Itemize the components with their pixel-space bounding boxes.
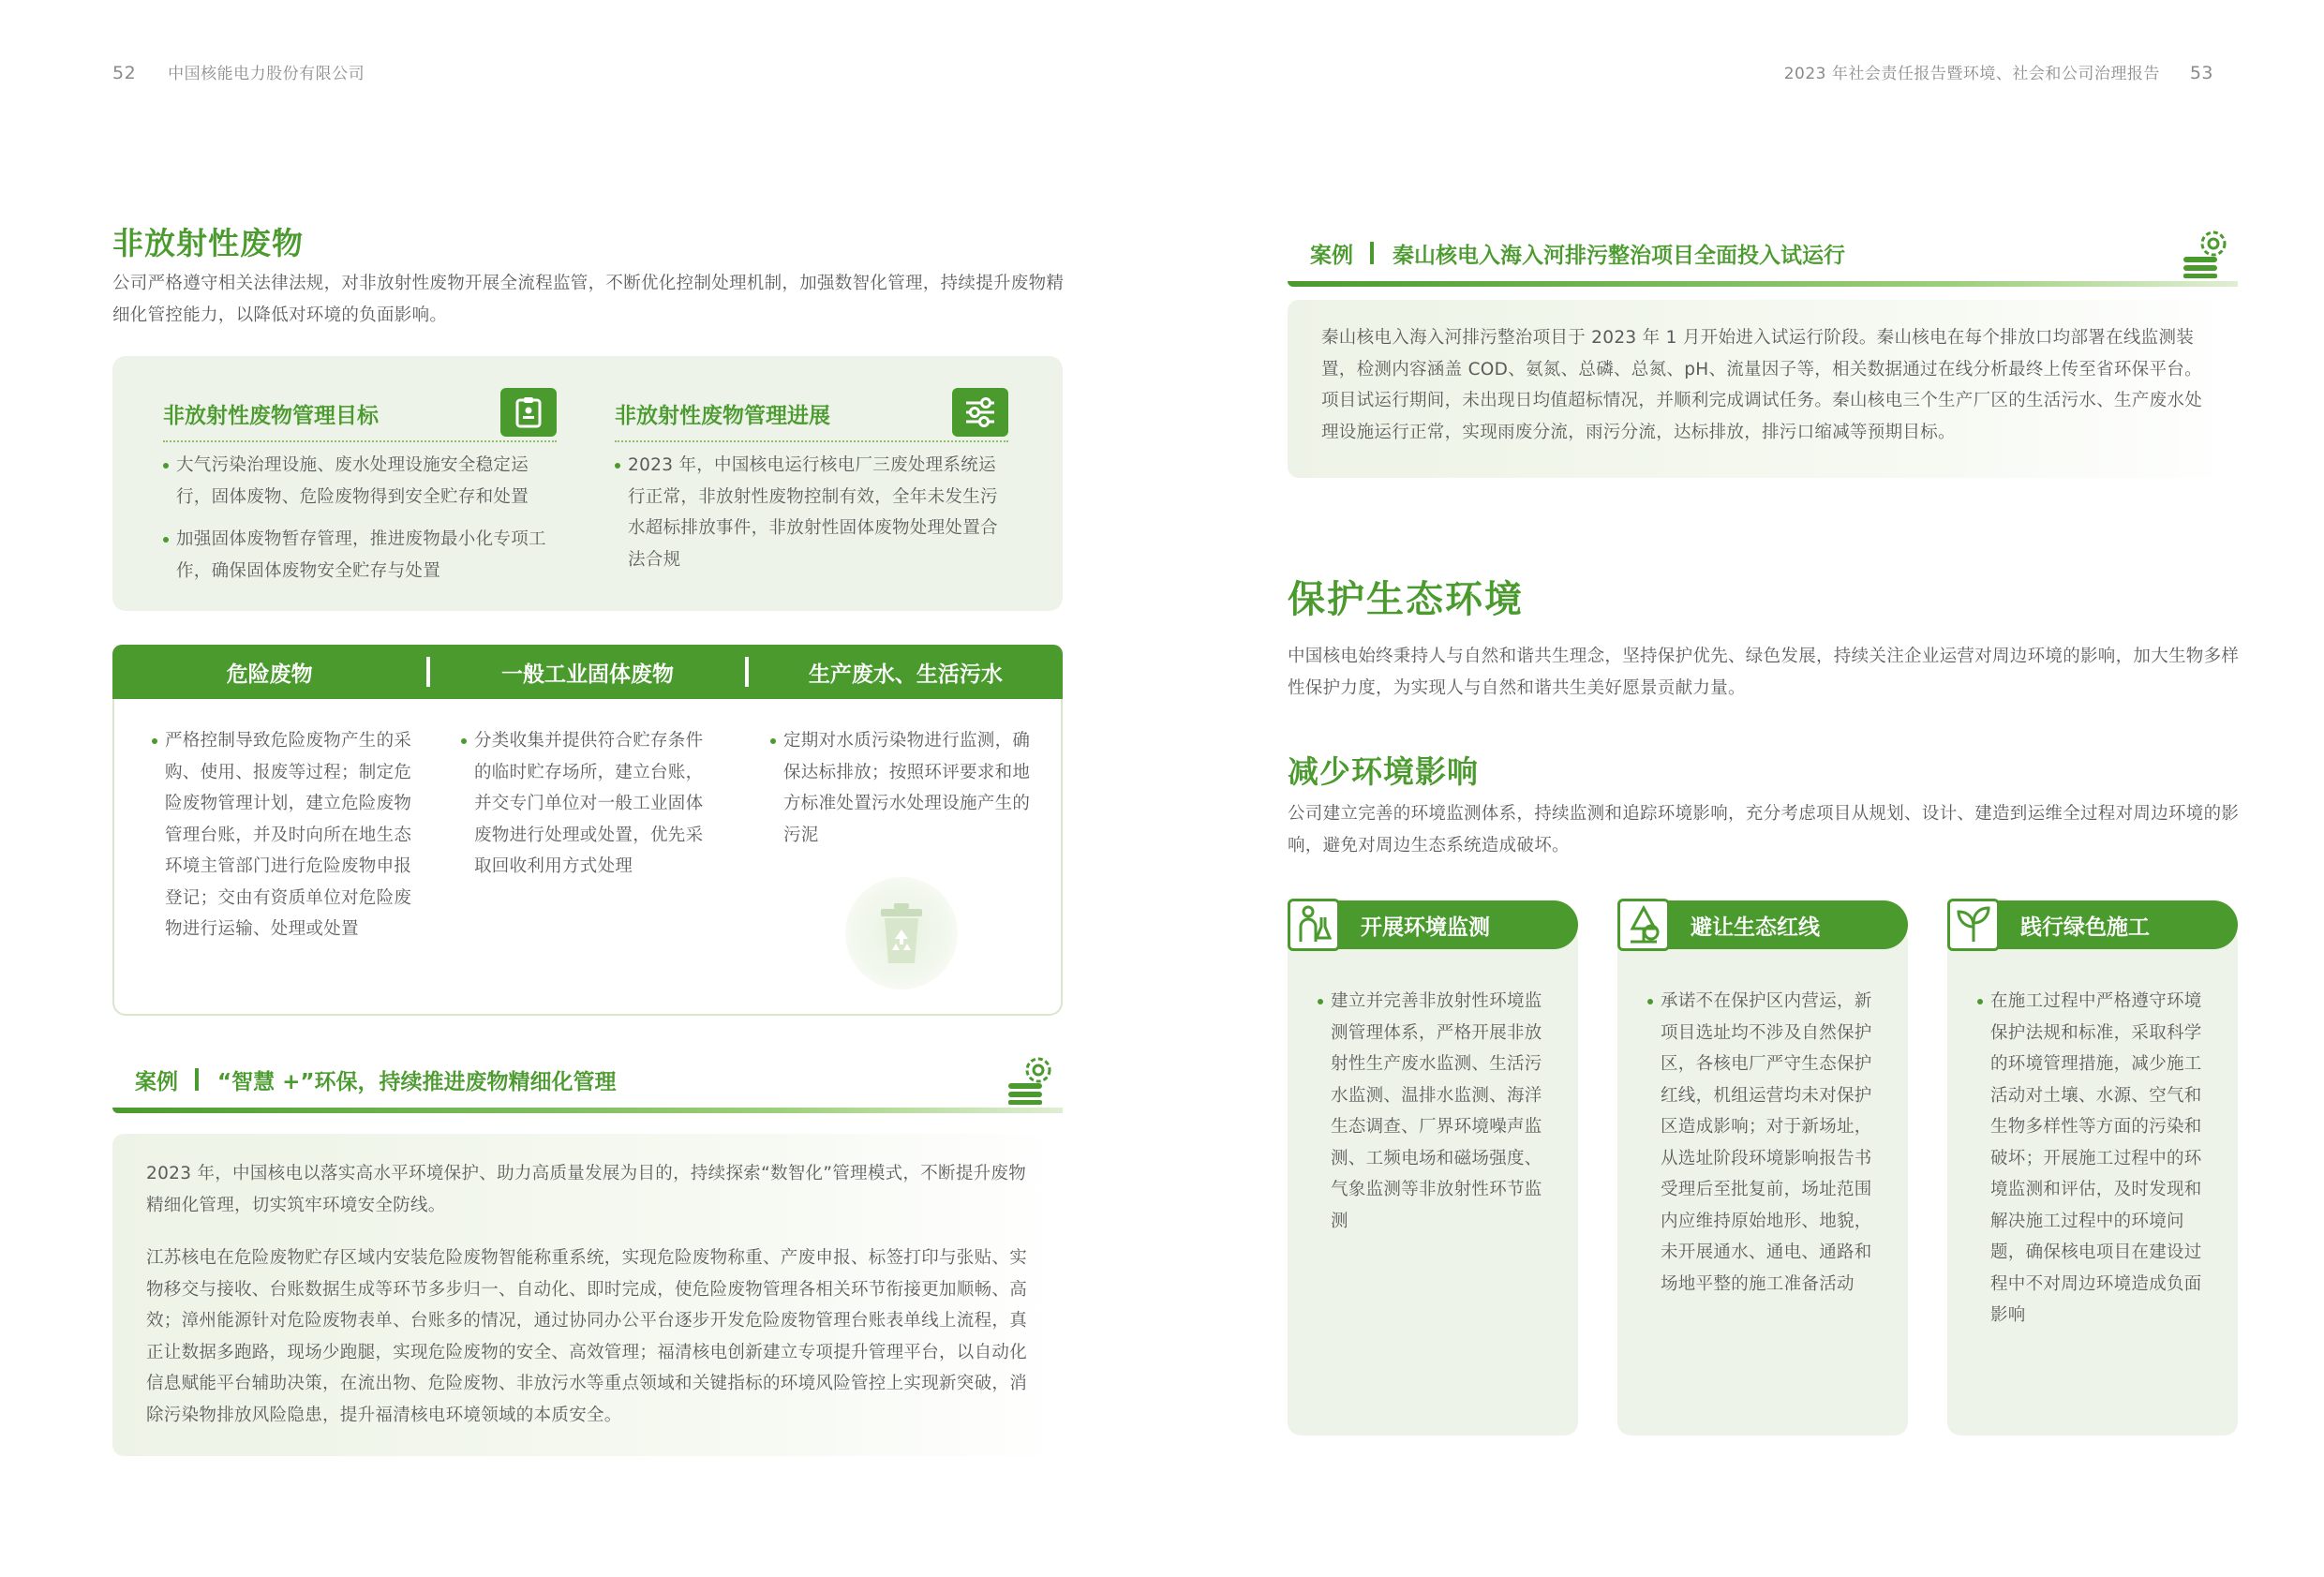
redline-list <box>1647 986 1887 1311</box>
green-construction-list <box>1977 986 2217 1343</box>
progress-divider <box>615 440 1008 442</box>
case2-underline <box>1288 281 2238 287</box>
monitoring-list <box>1318 986 1557 1248</box>
right-header <box>1784 60 2213 83</box>
progress-item-1: 2023 年，中国核电运行核电厂三废处理系统运行正常，非放射性废物控制有效，全年未发生污水超标排放事件，非放射性固体废物处理处置合法合规 <box>615 450 1008 575</box>
right-page-number: 53 <box>2189 63 2213 83</box>
case2-body <box>1288 300 2238 478</box>
case1-tag-separator <box>195 1068 199 1091</box>
sprout-icon <box>1947 899 2000 951</box>
goal-item-1: 大气污染治理设施、废水处理设施安全稳定运行，固体废物、危险废物得到安全贮存和处置 <box>163 450 557 513</box>
category-wastewater: 生产废水、生活污水 <box>808 662 1003 687</box>
sliders-icon <box>952 388 1008 437</box>
case1-para2: 江苏核电在危险废物贮存区域内安装危险废物智能称重系统，实现危险废物称重、产废申报、标签打印与张贴、实物移交与接收、台账数据生成等环节多步归一、自动化、即时完成，使危险废物管理各相关环节衔接更加顺畅、高效；漳州能源针对危险废物表单、台账多的情况，通过协同办公平台逐步开发危险废物管理台账表单线上流程，真正让数据多跑路，现场少跑腿，实现危险废物的安全、高效管理；福清核电创新建立专项提升管理平台，以自动化信息赋能平台辅助决策，在流出物、危险废物、非放污水等重点领域和关键指标的环境风险管控上实现新突破，消除污染物排放风险隐患，提升福清核电环境领域的本质安全。 <box>146 1248 1028 1425</box>
section-title-eco: 保护生态环境 <box>1288 578 1524 621</box>
goal-header <box>163 388 557 439</box>
tree-icon <box>1617 899 1670 951</box>
gear-stack-icon <box>2180 223 2236 283</box>
redline-panel <box>1617 928 1908 1436</box>
progress-list <box>615 450 1008 587</box>
green-construction-panel <box>1947 928 2238 1436</box>
monitoring-text: 建立并完善非放射性环境监测管理体系，严格开展非放射性生产废水监测、生活污水监测、温排水监测、海洋生态调查、厂界环境噪声监测、工频电场和磁场强度、气象监测等非放射性环节监测 <box>1318 986 1557 1237</box>
case1-header <box>112 1055 1063 1113</box>
report-title: 2023 年社会责任报告暨环境、社会和公司治理报告 <box>1783 65 2160 83</box>
reduce-intro: 公司建立完善的环境监测体系，持续监测和追踪环境影响，充分考虑项目从规划、设计、建造到运维全过程对周边环境的影响，避免对周边生态系统造成破坏。 <box>1288 804 2240 855</box>
case2-title: 秦山核电入海入河排污整治项目全面投入试运行 <box>1393 244 1845 268</box>
subsection-title-reduce: 减少环境影响 <box>1288 753 1479 790</box>
case1-body <box>112 1134 1063 1456</box>
waste-category-bar <box>112 645 1063 699</box>
category-hazardous: 危险废物 <box>226 662 313 687</box>
clipboard-icon <box>500 388 557 437</box>
industrial-solid-list <box>461 725 720 894</box>
green-construction-label: 践行绿色施工 <box>1987 900 2238 949</box>
recycle-bin-icon <box>845 877 958 989</box>
wastewater-list <box>770 725 1033 862</box>
scientist-icon <box>1288 899 1340 951</box>
wastewater-text: 定期对水质污染物进行监测，确保达标排放；按照环评要求和地方标准处置污水处理设施产生的污泥 <box>770 725 1033 851</box>
case1-tag: 案例 <box>135 1070 178 1094</box>
case1-title: “智慧 +”环保，持续推进废物精细化管理 <box>217 1070 617 1094</box>
left-company-name: 中国核能电力股份有限公司 <box>168 65 365 83</box>
case1-underline <box>112 1108 1063 1113</box>
goal-list <box>163 450 557 598</box>
goal-divider <box>163 440 557 442</box>
hazardous-list <box>152 725 412 957</box>
goal-title: 非放射性废物管理目标 <box>163 404 379 428</box>
case2-tag: 案例 <box>1310 244 1353 268</box>
left-header <box>112 60 365 83</box>
case1-para1: 2023 年，中国核电以落实高水平环境保护、助力高质量发展为目的，持续探索“数智化”管理模式，不断提升废物精细化管理，切实筑牢环境安全防线。 <box>146 1164 1027 1215</box>
progress-title: 非放射性废物管理进展 <box>615 404 830 428</box>
left-page-number: 52 <box>112 63 137 83</box>
redline-label: 避让生态红线 <box>1657 900 1908 949</box>
eco-intro: 中国核电始终秉持人与自然和谐共生理念，坚持保护优先、绿色发展，持续关注企业运营对周边环境的影响，加大生物多样性保护力度，为实现人与自然和谐共生美好愿景贡献力量。 <box>1288 647 2240 698</box>
nonrad-intro: 公司严格遵守相关法律法规，对非放射性废物开展全流程监管，不断优化控制处理机制，加强数智化管理，持续提升废物精细化管控能力，以降低对环境的负面影响。 <box>112 274 1065 325</box>
goal-item-2: 加强固体废物暂存管理，推进废物最小化专项工作，确保固体废物安全贮存与处置 <box>163 524 557 587</box>
redline-text: 承诺不在保护区内营运，新项目选址均不涉及自然保护区，各核电厂严守生态保护红线，机组运营均未对保护区造成影响；对于新场址，从选址阶段环境影响报告书受理后至批复前，场址范围内应维持原始地形、地貌，未开展通水、通电、通路和场地平整的施工准备活动 <box>1647 986 1887 1300</box>
industrial-solid-text: 分类收集并提供符合贮存条件的临时贮存场所，建立台账，并交专门单位对一般工业固体废物进行处理或处置，优先采取回收利用方式处理 <box>461 725 720 883</box>
monitoring-panel <box>1288 928 1578 1436</box>
nonrad-goals-panel <box>112 356 1063 611</box>
gear-stack-icon <box>1005 1049 1061 1109</box>
monitoring-label: 开展环境监测 <box>1327 900 1578 949</box>
category-industrial-solid: 一般工业固体废物 <box>500 662 674 687</box>
hazardous-text: 严格控制导致危险废物产生的采购、使用、报废等过程；制定危险废物管理计划，建立危险废物管理台账，并及时向所在地生态环境主管部门进行危险废物申报登记；交由有资质单位对危险废物进行运输、处理或处置 <box>152 725 412 945</box>
waste-category-box <box>112 699 1063 1016</box>
case2-para: 秦山核电入海入河排污整治项目于 2023 年 1 月开始进入试运行阶段。秦山核电在每个排放口均部署在线监测装置，检测内容涵盖 COD、氨氮、总磷、总氮、pH、流量因子等，相关数据通过在线分析最终上传至省环保平台。项目试运行期间，未出现日均值超标情况，并顺利完成调试任务。秦山核电三个生产厂区的生活污水、生产废水处理设施运行正常，实现雨废分流，雨污分流，达标排放，排污口缩减等预期目标。 <box>1321 328 2203 442</box>
green-construction-text: 在施工过程中严格遵守环境保护法规和标准，采取科学的环境管理措施，减少施工活动对土壤、水源、空气和生物多样性等方面的污染和破坏；开展施工过程中的环境监测和评估，及时发现和解决施工过程中的环境问题，确保核电项目在建设过程中不对周边环境造成负面影响 <box>1977 986 2217 1332</box>
case2-tag-separator <box>1370 242 1374 264</box>
case2-header <box>1288 229 2238 287</box>
progress-header <box>615 388 1008 439</box>
section-title-nonrad: 非放射性废物 <box>112 225 304 261</box>
